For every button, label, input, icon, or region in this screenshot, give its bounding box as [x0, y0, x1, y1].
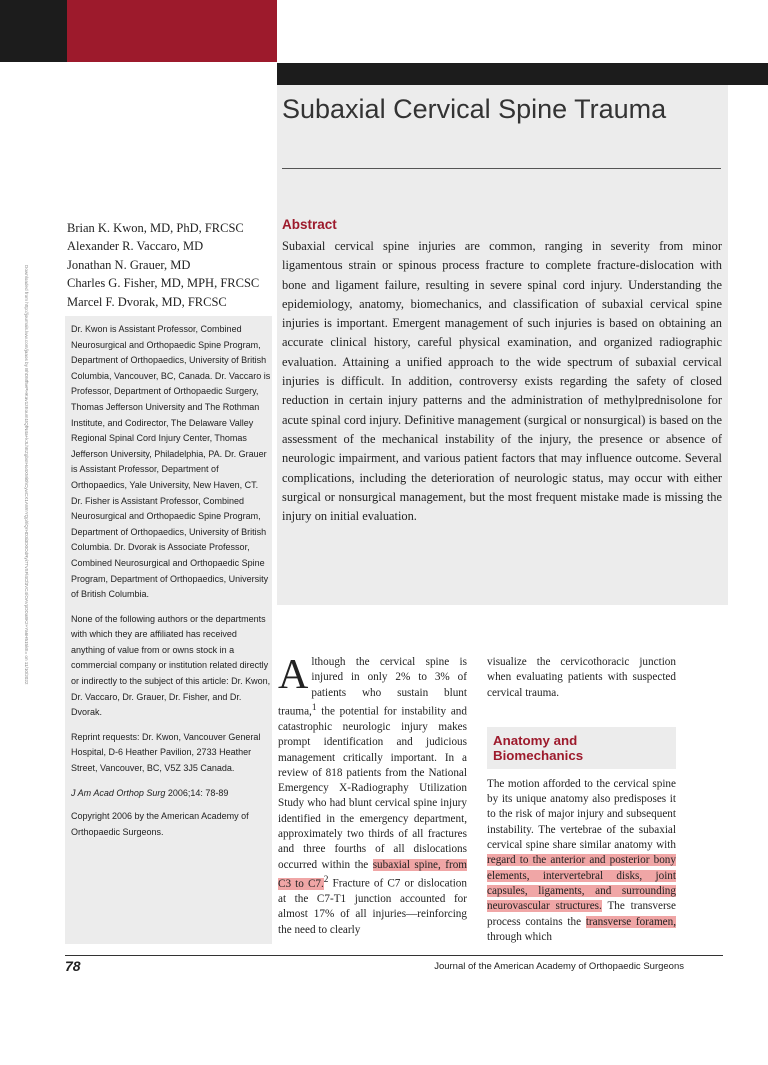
body-text: The transverse process contains the [487, 900, 676, 928]
body-text: lthough the cervical spine is injured in only 2% to 3% of patients who sustain blunt trauma, [278, 656, 467, 718]
citation-details: 2006;14: 78-89 [165, 787, 229, 798]
author: Alexander R. Vaccaro, MD [67, 239, 204, 254]
section-heading: Anatomy and Biomechanics [493, 732, 584, 763]
sidebar-notes [71, 322, 271, 849]
body-text: through which [487, 930, 552, 943]
author: Charles G. Fisher, MD, MPH, FRCSC [67, 276, 260, 291]
header-bar-black [277, 63, 768, 85]
copyright: Copyright 2006 by the American Academy of Orthopaedic Surgeons. [71, 811, 249, 837]
body-column-1 [278, 652, 467, 938]
body-text: the potential for instability and catastrophic neurologic injury makes prompt identification and judicious management critically important. In a review of 818 patients from the National Emergency X-Radiography Utilization Study who had blunt cervical spine injury identified in the emergency department, approximately two thirds of all fractures and three fourths of all dislocations occurred within the [278, 705, 467, 871]
reference-1[interactable]: 1 [311, 702, 317, 713]
reference-2[interactable]: 2 [323, 874, 329, 885]
article-title: Subaxial Cervical Spine Trauma [282, 94, 667, 124]
disclosure: None of the following authors or the departments with which they are affiliated has received anything of value from or owns stock in a commercial company or institution related directly or indirectly to the subject of this article: Dr. Kwon, Dr. Vaccaro, Dr. Grauer, Dr. Fisher, and Dr. Dvorak. [71, 613, 271, 718]
drop-cap: A [278, 652, 309, 698]
abstract-heading: Abstract [282, 217, 337, 232]
author: Jonathan N. Grauer, MD [67, 257, 191, 272]
body-column-2 [487, 655, 676, 945]
footer-rule [65, 955, 723, 956]
header-block-red [67, 0, 277, 62]
abstract-text: Subaxial cervical spine injuries are common, ranging in severity from minor ligamentous strain or spinous process fracture to complete fracture-dislocation with bone and ligament failure, resulting in severe spinal cord injury. Understanding the epidemiology, anatomy, biomechanics, and classification of subaxial cervical spine injuries is important. Emergent management of such injuries is based on obtaining an accurate clinical history, careful physical examination, and organized radiographic evaluation. Attaining a unified approach to the wide spectrum of subaxial cervical injuries is difficult. In addition, controversy exists regarding the safety of closed reduction in certain injury patterns and the administration of methylprednisolone for acute spinal cord injury. Definitive management (surgical or nonsurgical) is based on the assessment of the mechanical instability of the injury, the presence or absence of neurologic impairment, and various patient factors that may influence outcome. Several complications, including the deterioration of neurologic status, may occur with either surgical or nonsurgical management, but the most frequent mistake made is missing the injury on initial evaluation. [282, 239, 722, 524]
affiliations: Dr. Kwon is Assistant Professor, Combined Neurosurgical and Orthopaedic Spine Program, Department of Orthopaedics, University of British Columbia, Vancouver, BC, Canada. Dr. Vaccaro is Professor, Department of Orthopaedic Surgery, Thomas Jefferson University and The Rothman Institute, and Codirector, The Delaware Valley Regional Spinal Cord Injury Center, Thomas Jefferson University, Philadelphia, PA. Dr. Grauer is Assistant Professor, Department of Orthopaedics, Yale University, New Haven, CT. Dr. Fisher is Assistant Professor, Combined Neurosurgical and Orthopaedic Spine Program, Department of Orthopaedics, University of British Columbia. Dr. Dvorak is Associate Professor, Combined Neurosurgical and Orthopaedic Spine Program, Department of Orthopaedics, University of British Columbia. [71, 324, 271, 600]
journal-name: Journal of the American Academy of Orthopaedic Surgeons [434, 961, 684, 972]
author: Marcel F. Dvorak, MD, FRCSC [67, 294, 227, 309]
page-number: 78 [65, 958, 81, 974]
body-text: The motion afforded to the cervical spine by its unique anatomy also predisposes it to the risk of major injury and subsequent instability. The vertebrae of the subaxial cervical spine share similar anatomy with [487, 777, 676, 852]
citation-journal: J Am Acad Orthop Surg [71, 787, 166, 798]
highlighted-text[interactable]: subaxial spine, from C3 to C7. [278, 858, 467, 890]
intro-continuation: visualize the cervicothoracic junction when evaluating patients with suspected cervical trauma. [487, 656, 676, 699]
anatomy-paragraph [487, 777, 676, 945]
citation [71, 786, 271, 802]
highlighted-text[interactable]: transverse foramen, [585, 915, 676, 928]
reprint-requests: Reprint requests: Dr. Kwon, Vancouver General Hospital, D-6 Heather Pavilion, 2733 Heather Street, Vancouver, BC, V5Z 3J5 Canada. [71, 731, 261, 774]
author-list [67, 219, 259, 311]
body-text: Fracture of C7 or dislocation at the C7-T1 junction accounted for almost 17% of all injuries—reinforcing the need to clearly [278, 877, 467, 936]
download-watermark: Downloaded from http://journals.lww.com/jaaos by BhDMf5ePHKav1zEoum1tQfN4a+kJLhEZgbsIHo4XMi0hCywCX1AWnYQp/IlQrHD3i3D0OdRyi7TvSFl4Cf3VC4/OAVpDDa8K2+Ya6H515kE= on 11/10/2022 [24, 265, 29, 685]
title-rule [282, 168, 721, 169]
section-heading-box [487, 727, 676, 769]
highlighted-text[interactable]: regard to the anterior and posterior bony elements, intervertebral disks, joint capsules, ligaments, and surrounding neurovascular structures. [487, 854, 676, 913]
intro-paragraph [278, 652, 467, 938]
author: Brian K. Kwon, MD, PhD, FRCSC [67, 221, 244, 235]
header-block-black [0, 0, 67, 62]
